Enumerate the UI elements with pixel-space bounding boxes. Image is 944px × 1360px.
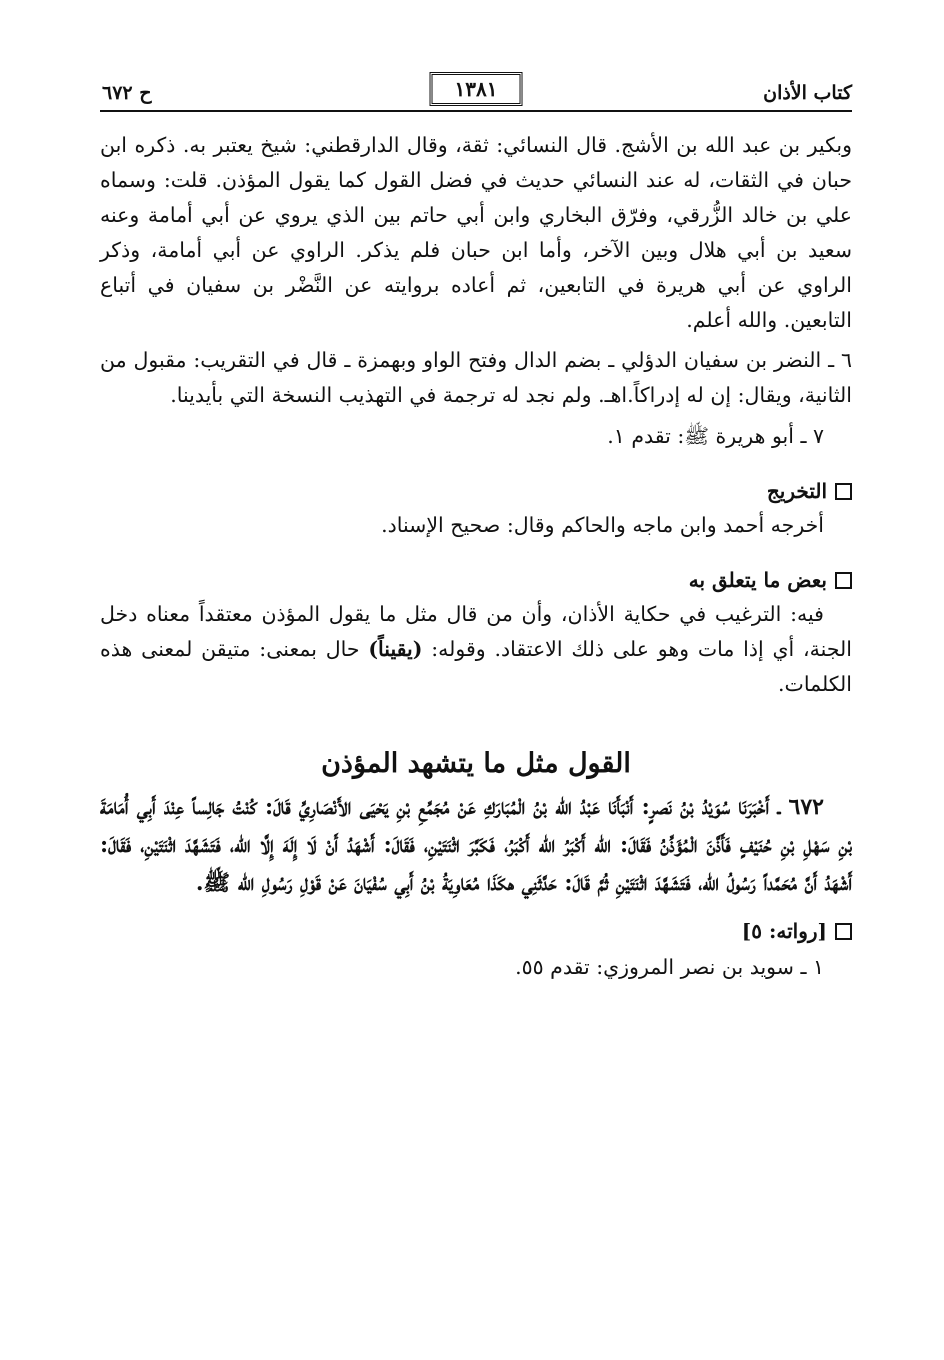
narrators-heading-label: [رواته: ٥] — [741, 919, 827, 943]
related-text-end: حال بمعنى: متيقن لمعنى هذه الكلمات. — [100, 637, 852, 696]
checkbox-square-icon — [835, 572, 852, 589]
book-title: كتاب الأذان — [763, 82, 852, 104]
book-page — [100, 70, 852, 985]
commentary-paragraph-2: ٦ ـ النضر بن سفيان الدؤلي ـ بضم الدال وفتح الواو وبهمزة ـ قال في التقريب: مقبول من الثانية، ويقال: إن له إدراكاً.اهـ. ولم نجد له ترجمة في التهذيب النسخة التي بأيدينا. — [100, 348, 852, 407]
narrators-heading — [100, 916, 852, 946]
takhrij-heading-label: التخريج — [766, 479, 827, 503]
related-text-start: فيه: الترغيب في حكاية الأذان، وأن من قال مثل ما يقول المؤذن معتقداً معناه دخل الجنة، أي إذا مات وهو على ذلك الاعتقاد. وقوله: — [100, 602, 852, 661]
hadith-reference: ح ٦٧٢ — [102, 82, 152, 104]
related-bold-word: (يقيناً) — [368, 637, 423, 661]
chapter-title: القول مثل ما يتشهد المؤذن — [321, 748, 631, 779]
takhrij-heading — [100, 476, 852, 506]
page-number: ١٣٨١ — [430, 72, 523, 106]
checkbox-square-icon — [835, 923, 852, 940]
commentary-paragraph-3: ٧ ـ أبو هريرة ﷺ: تقدم ١. — [607, 424, 824, 448]
related-heading — [100, 565, 852, 595]
checkbox-square-icon — [835, 483, 852, 500]
narrator-item: ١ ـ سويد بن نصر المروزي: تقدم ٥٥. — [515, 955, 824, 979]
hadith-text: ٦٧٢ ـ أَخْبَرَنَا سُوَيْدُ بْنُ نَصرٍ: أَنْبَأَنَا عَبْدُ الله بْنُ الْمُبَارَكِ عَنْ مُجَمِّعِ بْنِ يَحْيَى الأَنْصَارِيِّ قَالَ: كُنْتُ جَالِساً عِنْدَ أَبِي أُمَامَةَ بْنِ سَهْلِ بْنِ حُنَيْفٍ فَأَذَّنَ الْمُؤَذِّنُ فَقَالَ: الله أَكْبَرُ الله أَكْبَرُ، فَكَبَّرَ اثْنَتَيْنِ، فَقَالَ: أَشْهَدُ أَنْ لَا إِلَهَ إِلَّا الله، فَتَشَهَّدَ اثْنَتَيْنِ، فَقَالَ: أَشْهَدُ أَنَّ مُحَمَّداً رَسُولُ الله، فَتَشَهَّدَ اثْنَتَيْنِ ثُمَّ قَالَ: حَدَّثَنِي هكَذَا مُعَاوِيَةُ بْنُ أَبِي سُفْيَانَ عَنْ قَوْلِ رَسُولِ الله ﷺ. — [100, 794, 852, 896]
commentary-paragraph-1: وبكير بن عبد الله بن الأشج. قال النسائي: ثقة، وقال الدارقطني: شيخ يعتبر به. ذكره ابن حبان في الثقات، له عند النسائي حديث في فضل القول كما يقول المؤذن. قلت: وسماه علي بن خالد الزُّرقي، وفرّق البخاري وابن أبي حاتم بين الذي يروي عن أبي أمامة وعنه سعيد بن أبي هلال وبين الآخر، وأما ابن حبان فلم يذكر. الراوي عن أبي أمامة، وذكر الراوي عن أبي هريرة في التابعين، ثم أعاده بروايته عن النَّضْر بن سفيان في أتباع التابعين. والله أعلم. — [100, 133, 852, 332]
page-header — [100, 70, 852, 112]
takhrij-text: أخرجه أحمد وابن ماجه والحاكم وقال: صحيح الإسناد. — [381, 513, 824, 537]
related-heading-label: بعض ما يتعلق به — [688, 568, 827, 592]
related-text — [100, 597, 852, 702]
